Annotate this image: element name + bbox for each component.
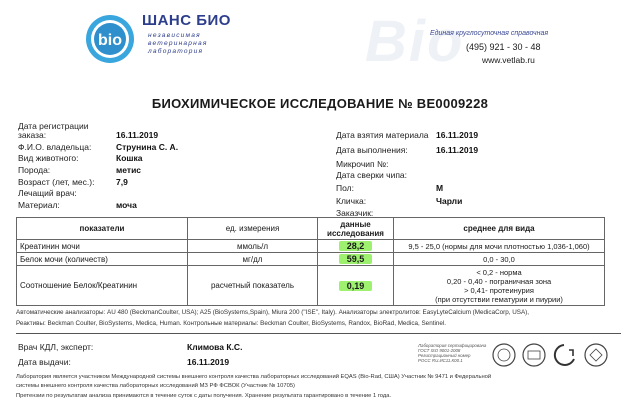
row-ratio-value (318, 266, 394, 306)
cert-line-3: Регистрационный номер (418, 353, 471, 358)
row-ratio-unit: расчетный показатель (188, 266, 318, 306)
creatinine-value-highlight: 28,2 (339, 241, 373, 251)
logo-text: bio (98, 32, 122, 49)
info-value-pet-name: Чарли (436, 196, 463, 206)
info-label-doctor: Лечащий врач: (18, 188, 77, 198)
seal-3-icon (555, 345, 574, 365)
certification-text (418, 343, 486, 363)
row-protein-unit: мг/дл (188, 253, 318, 266)
info-value-age: 7,9 (116, 177, 128, 187)
table-row (17, 253, 605, 266)
analyzers-line-1: Автоматические анализаторы: AU 480 (BeckmanCoulter, USA); A25 (BioSystems,Spain), Miura 200 ("ISE", Italy). Анализаторы электролитов: EasyLyteCalcium (MedicaCorp, USA), (16, 309, 530, 316)
brand-line-2: ветеринарная (148, 40, 208, 47)
footer-line-3: Претензии по результатам анализа принимаются в течение суток с даты получения. Хранение результата гарантировано в течение 1 года. (16, 393, 392, 399)
info-value-sample-date: 16.11.2019 (436, 130, 479, 140)
issue-date-label: Дата выдачи: (18, 357, 71, 367)
document-title: БИОХИМИЧЕСКОЕ ИССЛЕДОВАНИЕ № BE0009228 (151, 96, 489, 111)
row-creatinine-unit: ммоль/л (188, 240, 318, 253)
cert-line-4: РОСС RU.ИС11.К00.1 (418, 358, 463, 363)
row-protein-value (318, 253, 394, 266)
info-label-customer: Заказчик: (336, 208, 374, 218)
cert-line-1: Лаборатория сертифицирована (418, 343, 487, 348)
watermark-logo: Bio (365, 9, 465, 74)
info-label-breed: Порода: (18, 165, 51, 175)
table-header-row (17, 218, 605, 240)
row-ratio-name: Соотношение Белок/Креатинин (17, 266, 188, 306)
info-value-owner: Струнина С. А. (116, 142, 179, 152)
info-label-species: Вид животного: (18, 153, 79, 163)
info-label-age: Возраст (лет, мес.): (18, 177, 95, 187)
doctor-name: Климова К.С. (187, 342, 243, 352)
info-label-material: Материал: (18, 200, 60, 210)
ratio-ref-line-2: 0,20 - 0,40 - пограничная зона (446, 276, 552, 286)
certification-seals (492, 340, 612, 370)
header-parameter: показатели (17, 218, 188, 240)
seal-2-icon (523, 344, 545, 366)
info-label-sex: Пол: (336, 183, 354, 193)
header-value (318, 218, 394, 240)
website-link[interactable]: www.vetlab.ru (482, 55, 535, 65)
analyzers-line-2: Реактивы: Beckman Coulter, BioSystems, Medica, Human. Контрольные материалы: Beckman Coulter, BioSystems, Randox, BioRad, Medica, Sentinel. (16, 320, 446, 327)
section-divider (16, 333, 621, 334)
header-reference: среднее для вида (394, 218, 605, 240)
info-value-species: Кошка (116, 153, 143, 163)
service-label: Единая круглосуточная справочная (430, 30, 549, 37)
info-label-pet-name: Кличка: (336, 196, 367, 206)
brand-name: ШАНС БИО (142, 12, 231, 29)
footer-line-2: системы внешнего контроля качества лабораторных исследований МЗ РФ ФСВОК (Участник № 10705) (16, 383, 295, 389)
row-ratio-ref (394, 266, 605, 306)
info-label-chip-date: Дата сверки чипа: (336, 170, 408, 180)
info-value-material: моча (116, 200, 137, 210)
info-label-reg: Дата регистрации (18, 121, 89, 131)
info-label-chip: Микрочип №: (336, 159, 389, 169)
row-protein-name: Белок мочи (количеств) (17, 253, 188, 266)
row-creatinine-value (318, 240, 394, 253)
brand-line-3: лаборатория (148, 48, 204, 55)
header-unit: ед. измерения (188, 218, 318, 240)
ratio-ref-line-3: > 0,41- протеинурия (464, 285, 534, 295)
row-protein-ref: 0,0 - 30,0 (394, 253, 605, 266)
doctor-label: Врач КДЛ, эксперт: (18, 342, 94, 352)
row-creatinine-name: Креатинин мочи (17, 240, 188, 253)
footer-line-1: Лаборатория является участником Международной системы внешнего контроля качества лабораторных исследований EQAS (Bio-Rad, США) Участник № 9471 и Федеральной (16, 374, 492, 380)
info-label-owner: Ф.И.О. владельца: (18, 142, 92, 152)
protein-value-highlight: 59,5 (339, 254, 373, 264)
lab-logo (85, 14, 135, 64)
brand-line-1: независимая (148, 32, 201, 39)
header-value-line-1: данные (340, 219, 371, 229)
ratio-ref-line-4: (при отсутствии гематурии и пиурии) (435, 294, 563, 304)
results-table (16, 217, 605, 306)
header-value-line-2: исследования (327, 228, 384, 238)
info-label-order: заказа: (18, 130, 47, 140)
info-value-breed: метис (116, 165, 142, 175)
info-label-done-date: Дата выполнения: (336, 145, 408, 155)
info-label-sample-date: Дата взятия материала (336, 130, 429, 140)
row-creatinine-ref: 9,5 - 25,0 (нормы для мочи плотностью 1,036-1,060) (394, 240, 605, 253)
table-row (17, 240, 605, 253)
ratio-ref-line-1: < 0,2 - норма (476, 267, 522, 277)
phone-number: (495) 921 - 30 - 48 (466, 42, 541, 52)
cert-line-2: ГОСТ ISO 9001-2008 (418, 348, 461, 353)
info-value-sex: М (436, 183, 444, 193)
seal-1-icon (493, 344, 515, 366)
seal-4-icon (585, 344, 607, 366)
table-row (17, 266, 605, 306)
info-value-order: 16.11.2019 (116, 130, 159, 140)
issue-date-value: 16.11.2019 (187, 357, 230, 367)
info-value-done-date: 16.11.2019 (436, 145, 479, 155)
ratio-value-highlight: 0,19 (339, 281, 373, 291)
